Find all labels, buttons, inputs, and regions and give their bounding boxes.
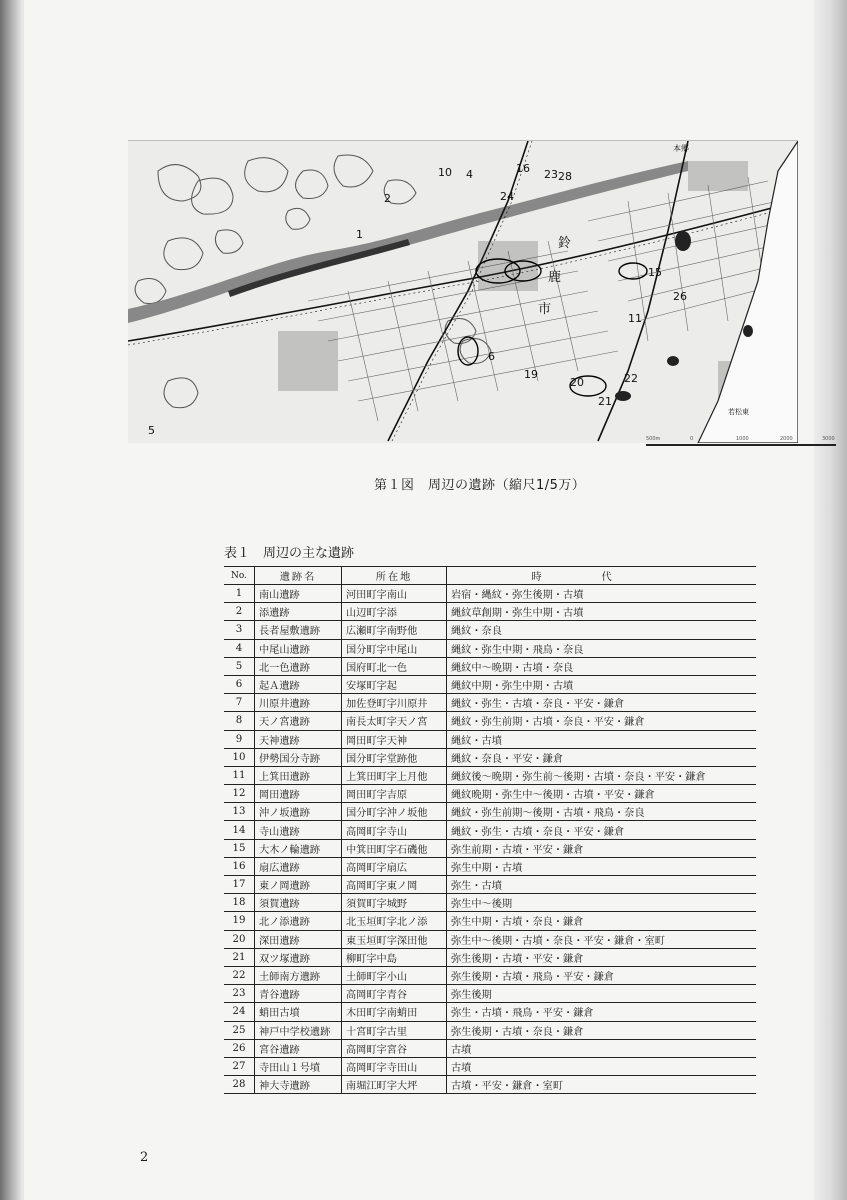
site-name: 北ノ添遺跡 <box>255 912 342 930</box>
site-period: 古墳 <box>447 1039 757 1057</box>
site-period: 弥生後期 <box>447 985 757 1003</box>
row-number: 2 <box>224 603 255 621</box>
site-marker: 20 <box>570 376 584 389</box>
site-name: 双ツ塚遺跡 <box>255 948 342 966</box>
site-period: 弥生中期・古墳・奈良・鎌倉 <box>447 912 757 930</box>
site-period: 縄紋・弥生・古墳・奈良・平安・鎌倉 <box>447 821 757 839</box>
site-location: 広瀬町字南野他 <box>342 621 447 639</box>
scale-line <box>646 444 836 446</box>
site-period: 縄紋・弥生前期～後期・古墳・飛鳥・奈良 <box>447 803 757 821</box>
site-location: 十宮町字古里 <box>342 1021 447 1039</box>
site-marker: 2 <box>384 192 391 205</box>
site-marker: 16 <box>516 162 530 175</box>
place-label: 市 <box>538 302 552 317</box>
site-name: 須賀遺跡 <box>255 894 342 912</box>
row-number: 12 <box>224 785 255 803</box>
table-row <box>224 821 756 839</box>
figure-caption: 第１図 周辺の遺跡（縮尺1/5万） <box>374 478 586 493</box>
site-period: 弥生中期・古墳 <box>447 857 757 875</box>
site-marker: 22 <box>624 372 638 385</box>
table-row <box>224 712 756 730</box>
site-location: 河田町字南山 <box>342 585 447 603</box>
table-row <box>224 1076 756 1094</box>
site-name: 伊勢国分寺跡 <box>255 748 342 766</box>
site-location: 加佐登町字川原井 <box>342 694 447 712</box>
site-period: 弥生後期・古墳・平安・鎌倉 <box>447 948 757 966</box>
site-location: 柳町字中島 <box>342 948 447 966</box>
site-period: 縄紋晩期・弥生中～後期・古墳・平安・鎌倉 <box>447 785 757 803</box>
table-row <box>224 966 756 984</box>
table-row <box>224 785 756 803</box>
row-number: 15 <box>224 839 255 857</box>
page-number: 2 <box>140 1150 149 1165</box>
scale-tick: 500m <box>646 436 661 442</box>
table-row <box>224 857 756 875</box>
row-number: 23 <box>224 985 255 1003</box>
site-marker: 24 <box>500 190 514 203</box>
site-location: 須賀町字城野 <box>342 894 447 912</box>
site-map-figure <box>128 140 798 443</box>
site-location: 国分町字中尾山 <box>342 639 447 657</box>
table-row <box>224 603 756 621</box>
row-number: 19 <box>224 912 255 930</box>
header-no: No. <box>224 567 255 585</box>
site-period: 縄紋・奈良 <box>447 621 757 639</box>
table-row <box>224 912 756 930</box>
site-marker: 23 <box>544 168 558 181</box>
row-number: 5 <box>224 657 255 675</box>
site-name: 長者屋敷遺跡 <box>255 621 342 639</box>
row-number: 27 <box>224 1057 255 1075</box>
row-number: 18 <box>224 894 255 912</box>
site-name: 青谷遺跡 <box>255 985 342 1003</box>
row-number: 21 <box>224 948 255 966</box>
table-row <box>224 1003 756 1021</box>
site-period: 縄紋・弥生中期・飛鳥・奈良 <box>447 639 757 657</box>
site-period: 縄紋・弥生前期・古墳・奈良・平安・鎌倉 <box>447 712 757 730</box>
table-title: 表１ 周辺の主な遺跡 <box>224 546 355 561</box>
site-location: 南長太町字天ノ宮 <box>342 712 447 730</box>
site-location: 高岡町字東ノ岡 <box>342 876 447 894</box>
site-marker: 15 <box>648 266 662 279</box>
row-number: 10 <box>224 748 255 766</box>
site-location: 岡田町字天神 <box>342 730 447 748</box>
row-number: 3 <box>224 621 255 639</box>
site-period: 岩宿・縄紋・弥生後期・古墳 <box>447 585 757 603</box>
table-row <box>224 730 756 748</box>
site-marker: 10 <box>438 166 452 179</box>
site-period: 弥生中～後期 <box>447 894 757 912</box>
site-name: 川原井遺跡 <box>255 694 342 712</box>
site-location: 安塚町字起 <box>342 675 447 693</box>
table-row <box>224 639 756 657</box>
header-period: 時代 <box>447 567 757 585</box>
scale-tick: 0 <box>690 436 694 442</box>
header-site-name: 遺跡名 <box>255 567 342 585</box>
table-row <box>224 766 756 784</box>
site-marker: 26 <box>673 290 687 303</box>
site-name: 上箕田遺跡 <box>255 766 342 784</box>
site-period: 縄紋中～晩期・古墳・奈良 <box>447 657 757 675</box>
row-number: 17 <box>224 876 255 894</box>
row-number: 11 <box>224 766 255 784</box>
site-marker: 19 <box>524 368 538 381</box>
site-location: 高岡町字寺山 <box>342 821 447 839</box>
site-period: 弥生中～後期・古墳・奈良・平安・鎌倉・室町 <box>447 930 757 948</box>
site-period: 縄紋・古墳 <box>447 730 757 748</box>
table-row <box>224 585 756 603</box>
site-location: 高岡町字宮谷 <box>342 1039 447 1057</box>
table-row <box>224 748 756 766</box>
site-name: 添遺跡 <box>255 603 342 621</box>
site-marker: 5 <box>148 424 155 437</box>
row-number: 1 <box>224 585 255 603</box>
table-row <box>224 985 756 1003</box>
site-period: 縄紋草創期・弥生中期・古墳 <box>447 603 757 621</box>
row-number: 28 <box>224 1076 255 1094</box>
site-period: 古墳・平安・鎌倉・室町 <box>447 1076 757 1094</box>
site-period: 縄紋・弥生・古墳・奈良・平安・鎌倉 <box>447 694 757 712</box>
sites-table <box>224 566 756 1094</box>
site-name: 土師南方遺跡 <box>255 966 342 984</box>
table-row <box>224 621 756 639</box>
site-name: 沖ノ坂遺跡 <box>255 803 342 821</box>
row-number: 7 <box>224 694 255 712</box>
scale-tick: 2000 <box>780 436 793 442</box>
site-name: 大木ノ輪遺跡 <box>255 839 342 857</box>
site-name: 天神遺跡 <box>255 730 342 748</box>
site-period: 縄紋後～晩期・弥生前～後期・古墳・奈良・平安・鎌倉 <box>447 766 757 784</box>
row-number: 22 <box>224 966 255 984</box>
table-header-row <box>224 567 756 585</box>
place-label: 鹿 <box>548 270 562 285</box>
site-marker: 1 <box>356 228 363 241</box>
site-name: 天ノ宮遺跡 <box>255 712 342 730</box>
site-name: 北一色遺跡 <box>255 657 342 675</box>
site-name: 深田遺跡 <box>255 930 342 948</box>
site-location: 高岡町字扇広 <box>342 857 447 875</box>
row-number: 26 <box>224 1039 255 1057</box>
site-marker: 28 <box>558 170 572 183</box>
site-period: 古墳 <box>447 1057 757 1075</box>
site-marker: 4 <box>466 168 473 181</box>
site-period: 弥生後期・古墳・奈良・鎌倉 <box>447 1021 757 1039</box>
site-name: 蛸田古墳 <box>255 1003 342 1021</box>
header-location: 所在地 <box>342 567 447 585</box>
site-location: 岡田町字吉原 <box>342 785 447 803</box>
site-name: 宮谷遺跡 <box>255 1039 342 1057</box>
site-location: 国府町北一色 <box>342 657 447 675</box>
site-location: 土師町字小山 <box>342 966 447 984</box>
table-row <box>224 948 756 966</box>
site-period: 縄紋中期・弥生中期・古墳 <box>447 675 757 693</box>
site-location: 北玉垣町字北ノ添 <box>342 912 447 930</box>
site-location: 上箕田町字上月他 <box>342 766 447 784</box>
site-location: 木田町字南蛸田 <box>342 1003 447 1021</box>
row-number: 13 <box>224 803 255 821</box>
site-location: 山辺町字添 <box>342 603 447 621</box>
place-label: 鈴 <box>558 236 572 251</box>
table-row <box>224 876 756 894</box>
site-period: 縄紋・奈良・平安・鎌倉 <box>447 748 757 766</box>
site-location: 南堀江町字大坪 <box>342 1076 447 1094</box>
site-period: 弥生・古墳・飛鳥・平安・鎌倉 <box>447 1003 757 1021</box>
place-label: 若松東 <box>728 408 749 416</box>
site-period: 弥生後期・古墳・飛鳥・平安・鎌倉 <box>447 966 757 984</box>
site-location: 国分町字沖ノ坂他 <box>342 803 447 821</box>
table-row <box>224 894 756 912</box>
site-marker: 21 <box>598 395 612 408</box>
table-row <box>224 803 756 821</box>
site-location: 中箕田町字石磯他 <box>342 839 447 857</box>
row-number: 20 <box>224 930 255 948</box>
table-row <box>224 1057 756 1075</box>
row-number: 16 <box>224 857 255 875</box>
table-row <box>224 839 756 857</box>
site-location: 東玉垣町字深田他 <box>342 930 447 948</box>
topographic-map <box>128 141 798 443</box>
row-number: 24 <box>224 1003 255 1021</box>
site-marker: 11 <box>628 312 642 325</box>
site-location: 高岡町字青谷 <box>342 985 447 1003</box>
row-number: 9 <box>224 730 255 748</box>
row-number: 25 <box>224 1021 255 1039</box>
table-row <box>224 1039 756 1057</box>
site-name: 扇広遺跡 <box>255 857 342 875</box>
site-period: 弥生・古墳 <box>447 876 757 894</box>
site-name: 神大寺遺跡 <box>255 1076 342 1094</box>
scale-tick: 3000 <box>822 436 835 442</box>
site-marker: 6 <box>488 350 495 363</box>
row-number: 4 <box>224 639 255 657</box>
site-name: 東ノ岡遺跡 <box>255 876 342 894</box>
site-name: 起Ａ遺跡 <box>255 675 342 693</box>
site-name: 寺田山１号墳 <box>255 1057 342 1075</box>
table-row <box>224 657 756 675</box>
site-name: 中尾山遺跡 <box>255 639 342 657</box>
site-name: 南山遺跡 <box>255 585 342 603</box>
site-location: 国分町字堂跡他 <box>342 748 447 766</box>
site-name: 寺山遺跡 <box>255 821 342 839</box>
map-scale-bar <box>646 436 836 456</box>
site-name: 神戸中学校遺跡 <box>255 1021 342 1039</box>
table-row <box>224 1021 756 1039</box>
site-name: 岡田遺跡 <box>255 785 342 803</box>
table-row <box>224 675 756 693</box>
row-number: 6 <box>224 675 255 693</box>
site-location: 高岡町字寺田山 <box>342 1057 447 1075</box>
table-body <box>224 585 756 1094</box>
scale-tick: 1000 <box>736 436 749 442</box>
site-period: 弥生前期・古墳・平安・鎌倉 <box>447 839 757 857</box>
table-row <box>224 930 756 948</box>
document-page <box>24 0 835 1200</box>
place-label: 本郷 <box>673 144 689 153</box>
row-number: 8 <box>224 712 255 730</box>
row-number: 14 <box>224 821 255 839</box>
table-row <box>224 694 756 712</box>
